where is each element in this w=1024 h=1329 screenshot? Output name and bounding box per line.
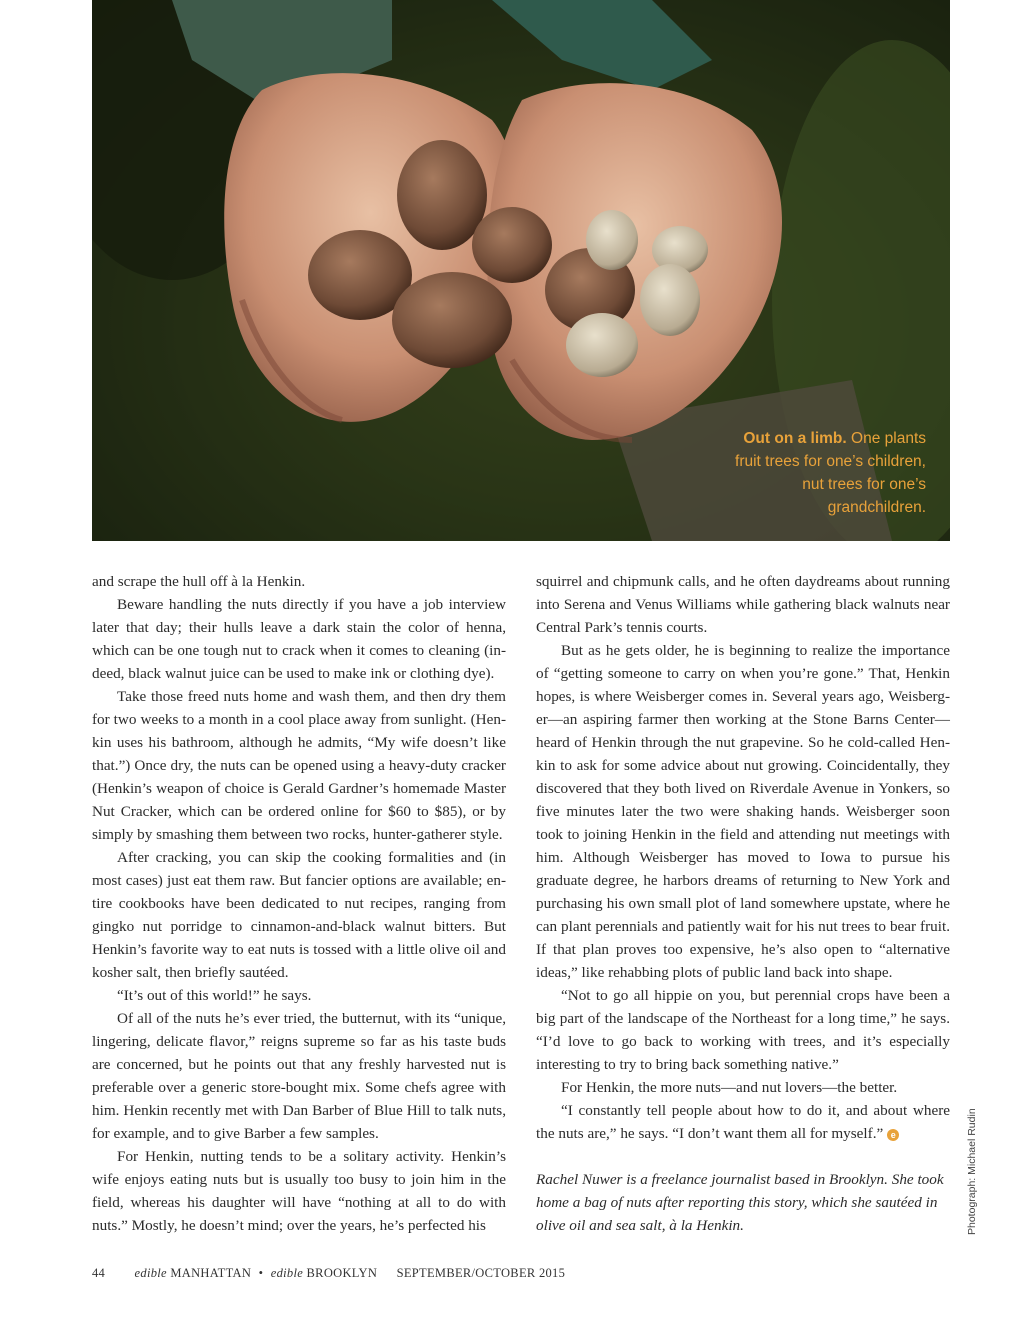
paragraph <box>536 639 950 984</box>
paragraph-text: Of all of the nuts he’s ever tried, the butternut, with its “unique, lingering, delicate flavor,” reigns supreme so far as his taste buds are concerned, but he points out that any freshly harvested nut is preferable over a generic store-bought mix. Some chefs agree with him. Henkin recently met with Dan Barber of Blue Hill to talk nuts, for example, and to give Barber a few samples. <box>92 1010 506 1142</box>
end-mark-icon: e <box>887 1129 899 1141</box>
paragraph-text: Take those freed nuts home and wash them, and then dry them for two weeks to a month in a cool place away from sunlight. (Henkin uses his bathroom, although he admits, “My wife doesn’t like that.”) Once dry, the nuts can be opened using a heavy-duty cracker (Henkin’s weapon of choice is Gerald Gardner’s homemade Master Nut Cracker, which can be ordered online for $60 to $85), or by simply by smashing them between two rocks, hunter-gatherer style. <box>92 688 506 843</box>
footer-edible-1: edible <box>134 1266 167 1280</box>
photo-caption <box>726 427 926 519</box>
footer-publication-2: BROOKLYN <box>306 1266 378 1280</box>
photo-credit-container <box>966 1108 980 1235</box>
paragraph-text: “I constantly tell people about how to do it, and about where the nuts are,” he says. “I don’t want them all for myself.” <box>536 1102 950 1142</box>
paragraph-text: Beware handling the nuts directly if you have a job interview later that day; their hulls leave a dark stain the color of henna, which can be one tough nut to crack when it comes to cleaning (indeed, black walnut juice can be used to make ink or clothing dye). <box>92 596 506 682</box>
paragraph <box>92 1007 506 1145</box>
footer-edible-2: edible <box>270 1266 304 1280</box>
footer-separator: • <box>258 1266 264 1280</box>
paragraph-text: squirrel and chipmunk calls, and he often daydreams about running into Serena and Venus Williams while gathering black walnuts near Central Park’s tennis courts. <box>536 573 950 636</box>
paragraph <box>536 1099 950 1145</box>
page-footer <box>92 1266 565 1281</box>
paragraph-text: “It’s out of this world!” he says. <box>117 987 312 1004</box>
paragraph <box>92 593 506 685</box>
paragraph <box>536 1076 950 1099</box>
paragraph <box>536 984 950 1076</box>
paragraph-text: But as he gets older, he is beginning to realize the importance of “getting someone to carry on when you’re gone.” That, Henkin hopes, is where Weisberger comes in. Several years ago, Weisberger—an aspiring farmer then working at the Stone Barns Center—heard of Henkin through the nut grapevine. So he cold-called Henkin to ask for some advice about nut growing. Coincidentally, they discovered that they both lived on Riverdale Avenue in Yonkers, so five minutes later the two were shaking hands. Weisberger soon took to joining Henkin in the field and attending nut meetings with him. Although Weisberger has moved to Iowa to pursue his graduate degree, he harbors dreams of returning to New York and purchasing his own small plot of land somewhere upstate, where he can plant perennials and patiently wait for his nut trees to bear fruit. If that plan proves too expensive, he’s also open to “alternative ideas,” like rehabbing plots of public land back into shape. <box>536 642 950 981</box>
paragraph-text: and scrape the hull off à la Henkin. <box>92 573 306 590</box>
right-text-column <box>536 570 950 1237</box>
paragraph <box>92 984 506 1007</box>
paragraph <box>536 570 950 639</box>
paragraph <box>92 1145 506 1237</box>
paragraph-text: “Not to go all hippie on you, but perennial crops have been a big part of the landscape of the Northeast for a long time,” he says. “I’d love to go back to working with trees, and it’s especially interesting to try to bring back something native.” <box>536 987 950 1073</box>
paragraph <box>92 846 506 984</box>
paragraph-text: For Henkin, the more nuts—and nut lovers—the better. <box>561 1079 898 1096</box>
author-bio: Rachel Nuwer is a freelance journalist based in Brooklyn. She took home a bag of nuts after reporting this story, which she sautéed in olive oil and sea salt, à la Henkin. <box>536 1171 944 1234</box>
paragraph <box>92 685 506 846</box>
paragraph-text: For Henkin, nutting tends to be a solitary activity. Henkin’s wife enjoys eating nuts but is usually too busy to join him in the field, whereas his daughter will have “nothing at all to do with nuts.” Mostly, he doesn’t mind; over the years, he’s perfected his <box>92 1148 506 1234</box>
hands-holding-nuts-photo <box>92 0 950 541</box>
caption-text: One plants fruit trees for one’s children, nut trees for one’s grandchildren. <box>735 430 926 516</box>
photo-credit: Photograph: Michael Rudin <box>966 1108 978 1235</box>
paragraph-text: After cracking, you can skip the cooking formalities and (in most cases) just eat them raw. But fancier options are available; entire cookbooks have been dedicated to nut recipes, ranging from gingko nut porridge to cinnamon-and-black walnut bitters. But Henkin’s favorite way to eat nuts is tossed with a little olive oil and kosher salt, then briefly sautéed. <box>92 849 506 981</box>
footer-publication-1: MANHATTAN <box>170 1266 252 1280</box>
footer-issue-date: SEPTEMBER/OCTOBER 2015 <box>396 1266 566 1280</box>
left-text-column <box>92 570 506 1237</box>
caption-lead: Out on a limb. <box>743 430 847 447</box>
page-number: 44 <box>92 1266 106 1280</box>
paragraph <box>92 570 506 593</box>
